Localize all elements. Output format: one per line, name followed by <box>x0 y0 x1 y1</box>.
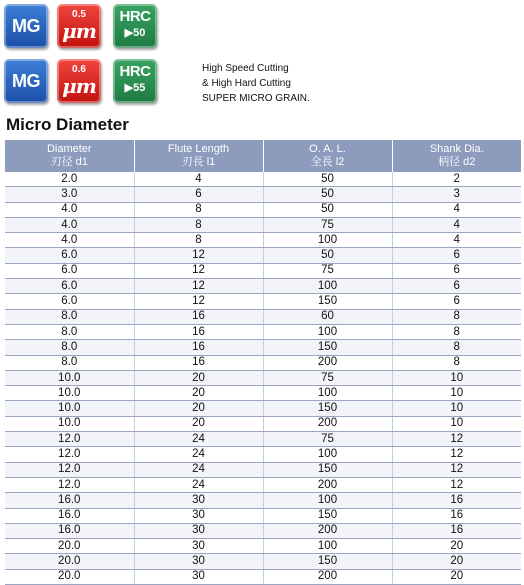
table-cell: 20 <box>392 539 521 554</box>
table-cell: 6 <box>392 263 521 278</box>
table-cell: 8 <box>392 340 521 355</box>
table-cell: 16 <box>134 355 263 370</box>
table-cell: 3 <box>392 187 521 202</box>
table-cell: 12.0 <box>5 447 134 462</box>
table-cell: 10.0 <box>5 386 134 401</box>
table-cell: 12 <box>392 462 521 477</box>
table-cell: 75 <box>263 370 392 385</box>
table-cell: 8.0 <box>5 324 134 339</box>
table-cell: 8 <box>134 202 263 217</box>
table-cell: 30 <box>134 508 263 523</box>
table-cell: 8.0 <box>5 355 134 370</box>
table-cell: 100 <box>263 386 392 401</box>
table-cell: 30 <box>134 493 263 508</box>
table-row <box>5 477 521 492</box>
table-cell: 100 <box>263 233 392 248</box>
table-cell: 10.0 <box>5 416 134 431</box>
table-cell: 8 <box>134 217 263 232</box>
table-cell: 150 <box>263 554 392 569</box>
table-cell: 20 <box>392 569 521 584</box>
table-cell: 60 <box>263 309 392 324</box>
table-cell: 8 <box>392 309 521 324</box>
table-row <box>5 432 521 447</box>
table-header-row <box>5 140 521 172</box>
table-cell: 150 <box>263 401 392 416</box>
table-row <box>5 355 521 370</box>
spec-table-body <box>5 172 521 585</box>
table-cell: 6.0 <box>5 294 134 309</box>
table-cell: 12 <box>134 248 263 263</box>
table-cell: 6 <box>392 294 521 309</box>
table-cell: 200 <box>263 569 392 584</box>
table-cell: 20 <box>134 370 263 385</box>
table-cell: 12 <box>134 263 263 278</box>
table-cell: 50 <box>263 248 392 263</box>
table-cell: 6.0 <box>5 279 134 294</box>
table-cell: 16 <box>392 523 521 538</box>
section-title: Micro Diameter <box>6 115 129 134</box>
table-cell: 4 <box>392 217 521 232</box>
table-row <box>5 416 521 431</box>
table-cell: 75 <box>263 432 392 447</box>
table-cell: 30 <box>134 523 263 538</box>
column-header-flute-length: Flute Length 刃長 l1 <box>134 140 263 172</box>
table-cell: 100 <box>263 447 392 462</box>
table-row <box>5 539 521 554</box>
table-row <box>5 324 521 339</box>
table-cell: 24 <box>134 477 263 492</box>
table-cell: 100 <box>263 324 392 339</box>
table-cell: 24 <box>134 432 263 447</box>
mg-badge: MG <box>4 4 48 48</box>
table-cell: 20 <box>134 416 263 431</box>
table-cell: 200 <box>263 355 392 370</box>
table-cell: 12.0 <box>5 462 134 477</box>
table-cell: 16 <box>134 309 263 324</box>
table-cell: 4.0 <box>5 217 134 232</box>
table-cell: 150 <box>263 508 392 523</box>
table-cell: 10.0 <box>5 401 134 416</box>
column-header-oal: O. A. L. 全長 l2 <box>263 140 392 172</box>
spec-table <box>5 140 521 585</box>
table-row <box>5 217 521 232</box>
table-cell: 24 <box>134 462 263 477</box>
table-cell: 100 <box>263 279 392 294</box>
table-cell: 6 <box>392 279 521 294</box>
table-cell: 100 <box>263 539 392 554</box>
table-cell: 200 <box>263 477 392 492</box>
column-header-shank-dia: Shank Dia. 柄径 d2 <box>392 140 521 172</box>
table-cell: 12.0 <box>5 432 134 447</box>
table-cell: 10 <box>392 386 521 401</box>
table-row <box>5 187 521 202</box>
table-cell: 6.0 <box>5 248 134 263</box>
table-cell: 16 <box>134 340 263 355</box>
table-cell: 16 <box>134 324 263 339</box>
table-cell: 16.0 <box>5 493 134 508</box>
table-cell: 30 <box>134 569 263 584</box>
table-cell: 150 <box>263 340 392 355</box>
micron-badge: 0.6 μm <box>57 59 101 103</box>
table-cell: 8 <box>392 324 521 339</box>
table-cell: 2.0 <box>5 172 134 187</box>
hrc-badge: HRC ▶55 <box>113 59 157 103</box>
table-cell: 16 <box>392 493 521 508</box>
table-cell: 4 <box>392 233 521 248</box>
table-row <box>5 279 521 294</box>
table-row <box>5 569 521 584</box>
table-row <box>5 523 521 538</box>
hrc-badge: HRC ▶50 <box>113 4 157 48</box>
table-cell: 20.0 <box>5 539 134 554</box>
description-line: SUPER MICRO GRAIN. <box>202 93 310 104</box>
table-cell: 8.0 <box>5 309 134 324</box>
table-cell: 150 <box>263 294 392 309</box>
table-cell: 4.0 <box>5 233 134 248</box>
table-cell: 20 <box>134 386 263 401</box>
table-cell: 50 <box>263 187 392 202</box>
table-row <box>5 386 521 401</box>
description-line: High Speed Cutting <box>202 63 289 74</box>
table-row <box>5 309 521 324</box>
table-cell: 12 <box>134 279 263 294</box>
table-cell: 20 <box>392 554 521 569</box>
table-cell: 6 <box>134 187 263 202</box>
table-cell: 8 <box>134 233 263 248</box>
table-cell: 16 <box>392 508 521 523</box>
table-cell: 4 <box>134 172 263 187</box>
table-cell: 100 <box>263 493 392 508</box>
table-cell: 20.0 <box>5 554 134 569</box>
table-cell: 12.0 <box>5 477 134 492</box>
table-cell: 30 <box>134 554 263 569</box>
table-row <box>5 447 521 462</box>
table-cell: 200 <box>263 523 392 538</box>
product-description <box>202 61 310 106</box>
table-cell: 8 <box>392 355 521 370</box>
table-cell: 200 <box>263 416 392 431</box>
table-cell: 10.0 <box>5 370 134 385</box>
table-row <box>5 493 521 508</box>
table-cell: 50 <box>263 172 392 187</box>
table-row <box>5 508 521 523</box>
table-cell: 2 <box>392 172 521 187</box>
column-header-diameter: Diameter 刃径 d1 <box>5 140 134 172</box>
table-cell: 50 <box>263 202 392 217</box>
table-row <box>5 172 521 187</box>
table-cell: 8.0 <box>5 340 134 355</box>
table-cell: 4 <box>392 202 521 217</box>
table-cell: 12 <box>392 477 521 492</box>
table-cell: 6 <box>392 248 521 263</box>
table-cell: 24 <box>134 447 263 462</box>
description-line: & High Hard Cutting <box>202 78 291 89</box>
table-cell: 16.0 <box>5 508 134 523</box>
table-cell: 20 <box>134 401 263 416</box>
micron-badge: 0.5 μm <box>57 4 101 48</box>
table-row <box>5 202 521 217</box>
table-row <box>5 462 521 477</box>
table-row <box>5 370 521 385</box>
table-cell: 4.0 <box>5 202 134 217</box>
table-cell: 75 <box>263 217 392 232</box>
table-cell: 3.0 <box>5 187 134 202</box>
table-cell: 30 <box>134 539 263 554</box>
table-row <box>5 340 521 355</box>
table-cell: 10 <box>392 401 521 416</box>
table-cell: 12 <box>392 432 521 447</box>
table-cell: 10 <box>392 416 521 431</box>
table-row <box>5 401 521 416</box>
table-cell: 16.0 <box>5 523 134 538</box>
table-cell: 75 <box>263 263 392 278</box>
table-cell: 150 <box>263 462 392 477</box>
table-row <box>5 263 521 278</box>
table-cell: 12 <box>134 294 263 309</box>
table-row <box>5 294 521 309</box>
table-cell: 20.0 <box>5 569 134 584</box>
table-row <box>5 233 521 248</box>
table-row <box>5 554 521 569</box>
table-row <box>5 248 521 263</box>
table-cell: 10 <box>392 370 521 385</box>
table-cell: 6.0 <box>5 263 134 278</box>
mg-badge: MG <box>4 59 48 103</box>
table-cell: 12 <box>392 447 521 462</box>
